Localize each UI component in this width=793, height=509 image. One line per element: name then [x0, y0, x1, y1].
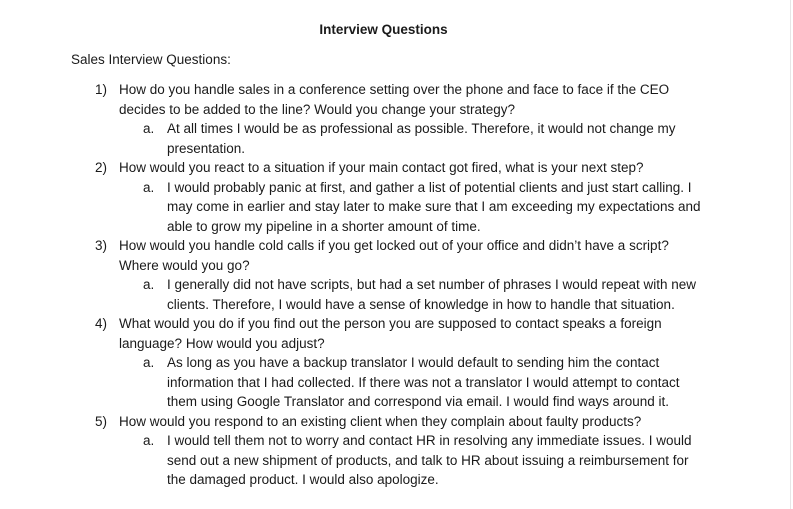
- answer-marker: a.: [143, 355, 155, 370]
- answer-marker: a.: [143, 433, 155, 448]
- question-number: 2): [95, 160, 108, 175]
- question-number: 3): [95, 238, 108, 253]
- question-item-5: [0, 412, 793, 490]
- question-item-4: [0, 314, 793, 412]
- answer-text: I would tell them not to worry and contact HR in resolving any immediate issues. I would send out a new shipment of products, and talk to HR about issuing a reimbursement for the damaged product. I would also apologize.: [167, 433, 692, 487]
- question-text: What would you do if you find out the person you are supposed to contact speaks a foreign language? How would you adjust?: [119, 316, 662, 351]
- question-item-2: [0, 158, 793, 236]
- question-text: How would you handle cold calls if you get locked out of your office and didn’t have a script? Where would you go?: [119, 238, 669, 273]
- question-text: How do you handle sales in a conference setting over the phone and face to face if the CEO decides to be added to the line? Would you change your strategy?: [119, 82, 670, 117]
- answer-item: [0, 119, 793, 158]
- answer-item: [0, 178, 793, 237]
- section-heading: Sales Interview Questions:: [71, 52, 231, 67]
- answer-text: I generally did not have scripts, but had a set number of phrases I would repeat with new clients. Therefore, I would have a sense of knowledge in how to handle that situation.: [167, 277, 697, 312]
- page-title: Interview Questions: [319, 22, 448, 37]
- question-text: How would you react to a situation if your main contact got fired, what is your next step?: [119, 160, 644, 175]
- question-number: 4): [95, 316, 108, 331]
- answer-item: [0, 275, 793, 314]
- answer-marker: a.: [143, 179, 155, 195]
- question-text: How would you respond to an existing client when they complain about faulty products?: [119, 413, 642, 429]
- answer-text: At all times I would be as professional as possible. Therefore, it would not change my presentation.: [167, 121, 676, 156]
- question-number: 5): [95, 413, 108, 429]
- answer-item: [0, 353, 793, 412]
- page-edge-divider: [790, 0, 791, 509]
- answer-item: [0, 431, 793, 490]
- answer-marker: a.: [143, 277, 155, 292]
- question-list: [0, 80, 793, 490]
- answer-text: As long as you have a backup translator I would default to sending him the contact information that I had collected. If there was not a translator I would attempt to contact them using Google Translator and correspond via email. I would find ways around it.: [167, 355, 680, 409]
- question-item-3: [0, 236, 793, 314]
- question-number: 1): [95, 82, 108, 97]
- question-item-1: [0, 80, 793, 158]
- answer-text: I would probably panic at first, and gather a list of potential clients and just start calling. I may come in earlier and stay later to make sure that I am exceeding my expectations and able to grow my pipeline in a shorter amount of time.: [167, 179, 701, 234]
- answer-marker: a.: [143, 121, 155, 136]
